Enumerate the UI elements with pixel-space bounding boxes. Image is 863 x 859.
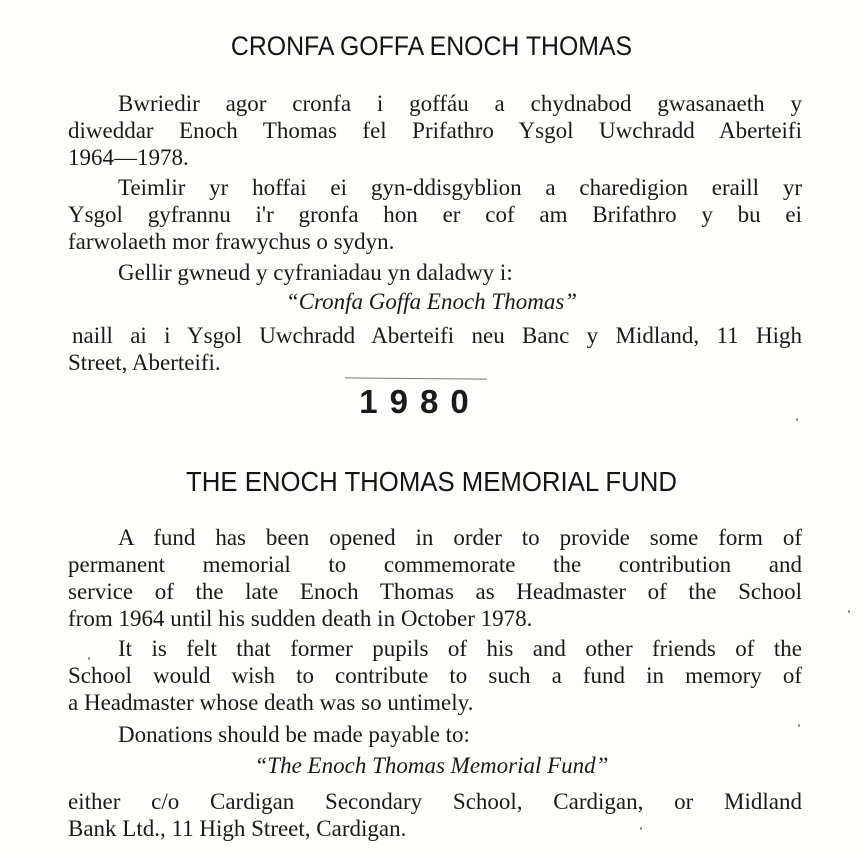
english-heading: THE ENOCH THOMAS MEMORIAL FUND <box>186 466 677 497</box>
text-line: either c/o Cardigan Secondary School, Cardigan, or Midland <box>68 789 802 814</box>
text-line: service of the late Enoch Thomas as Headmaster of the School <box>68 579 802 604</box>
welsh-fund-name: “Cronfa Goffa Enoch Thomas” <box>285 289 578 314</box>
english-paragraph-3 <box>68 721 802 748</box>
scan-speck <box>798 724 800 727</box>
english-fund-name: “The Enoch Thomas Memorial Fund” <box>254 753 609 778</box>
text-line: It is felt that former pupils of his and other friends of the <box>118 636 802 661</box>
scan-speck <box>640 827 642 830</box>
english-paragraph-1 <box>68 524 802 632</box>
text-line: permanent memorial to commemorate the contribution and <box>68 552 802 577</box>
welsh-paragraph-3 <box>68 259 802 286</box>
text-line: naill ai i Ysgol Uwchradd Aberteifi neu Banc y Midland, 11 High <box>72 323 802 348</box>
english-paragraph-2 <box>68 635 802 716</box>
text-line: Bwriedir agor cronfa i goffáu a chydnabod gwasanaeth y <box>118 91 802 116</box>
welsh-heading: CRONFA GOFFA ENOCH THOMAS <box>230 31 633 61</box>
text-line: diweddar Enoch Thomas fel Prifathro Ysgol Uwchradd Aberteifi <box>68 118 802 143</box>
scan-speck <box>796 418 798 421</box>
scan-speck <box>88 657 90 660</box>
english-paragraph-4 <box>68 788 802 842</box>
text-line: Gellir gwneud y cyfraniadau yn daladwy i: <box>118 260 513 285</box>
welsh-paragraph-4 <box>68 322 802 376</box>
text-line: from 1964 until his sudden death in October 1978. <box>68 606 533 631</box>
text-line: Street, Aberteifi. <box>68 350 221 375</box>
divider <box>345 377 487 379</box>
text-line: School would wish to contribute to such a fund in memory of <box>68 663 802 688</box>
text-line: Ysgol gyfrannu i'r gronfa hon er cof am Brifathro y bu ei <box>68 202 802 227</box>
year-label <box>343 375 487 425</box>
scan-speck <box>848 610 850 613</box>
welsh-paragraph-1 <box>68 90 802 171</box>
text-line: Donations should be made payable to: <box>118 722 470 747</box>
year-text: 1980 <box>359 383 481 420</box>
text-line: farwolaeth mor frawychus o sydyn. <box>68 229 395 254</box>
text-line: Bank Ltd., 11 High Street, Cardigan. <box>68 816 407 841</box>
text-line: 1964—1978. <box>68 145 189 170</box>
text-line: A fund has been opened in order to provide some form of <box>118 525 802 550</box>
text-line: a Headmaster whose death was so untimely. <box>68 690 474 715</box>
text-line: Teimlir yr hoffai ei gyn-ddisgyblion a charedigion eraill yr <box>118 175 802 200</box>
welsh-paragraph-2 <box>68 174 802 255</box>
